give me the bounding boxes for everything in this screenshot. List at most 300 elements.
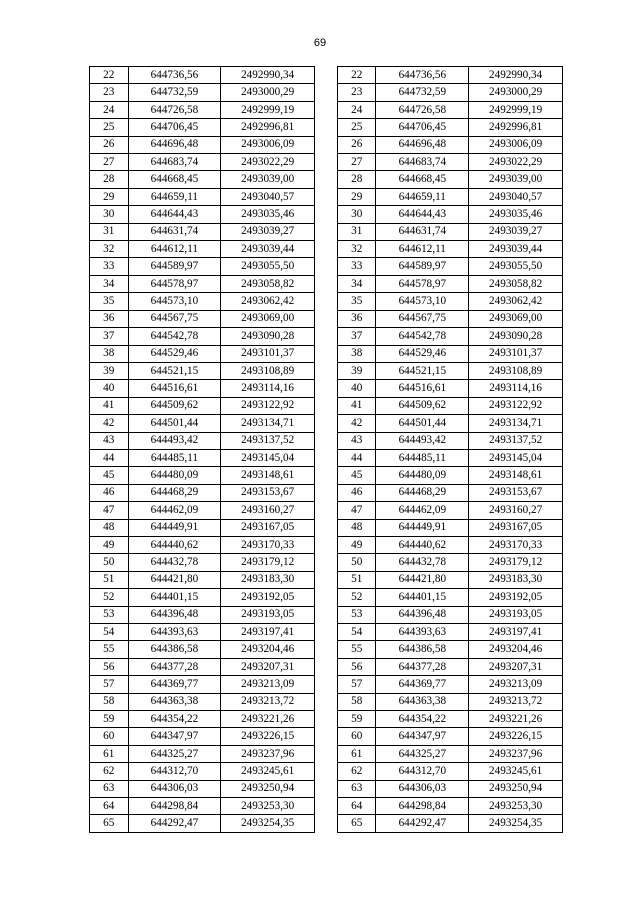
right-y-coordinate-cell: 2493192,05 xyxy=(469,589,563,606)
right-x-coordinate-cell: 644631,74 xyxy=(376,223,469,240)
column-gap xyxy=(315,815,338,832)
right-x-coordinate-cell: 644354,22 xyxy=(376,711,469,728)
left-point-number-cell: 27 xyxy=(90,154,129,171)
right-x-coordinate-cell: 644542,78 xyxy=(376,328,469,345)
right-x-coordinate-cell: 644298,84 xyxy=(376,798,469,815)
left-x-coordinate-cell: 644480,09 xyxy=(128,467,221,484)
right-y-coordinate-cell: 2493039,27 xyxy=(469,223,563,240)
right-point-number-cell: 39 xyxy=(337,362,376,379)
right-y-coordinate-cell: 2493039,00 xyxy=(469,171,563,188)
table-row xyxy=(90,328,563,345)
coordinates-table xyxy=(89,66,563,833)
table-row xyxy=(90,484,563,501)
right-point-number-cell: 23 xyxy=(337,84,376,101)
column-gap xyxy=(315,624,338,641)
column-gap xyxy=(315,676,338,693)
column-gap xyxy=(315,763,338,780)
column-gap xyxy=(315,328,338,345)
left-x-coordinate-cell: 644393,63 xyxy=(128,624,221,641)
left-point-number-cell: 46 xyxy=(90,484,129,501)
left-x-coordinate-cell: 644462,09 xyxy=(128,502,221,519)
right-x-coordinate-cell: 644377,28 xyxy=(376,658,469,675)
right-y-coordinate-cell: 2493197,41 xyxy=(469,624,563,641)
right-point-number-cell: 30 xyxy=(337,206,376,223)
column-gap xyxy=(315,241,338,258)
right-point-number-cell: 45 xyxy=(337,467,376,484)
table-row xyxy=(90,293,563,310)
left-y-coordinate-cell: 2493137,52 xyxy=(221,432,315,449)
right-y-coordinate-cell: 2493221,26 xyxy=(469,711,563,728)
right-point-number-cell: 65 xyxy=(337,815,376,832)
right-x-coordinate-cell: 644432,78 xyxy=(376,554,469,571)
right-point-number-cell: 35 xyxy=(337,293,376,310)
left-y-coordinate-cell: 2493108,89 xyxy=(221,362,315,379)
table-row xyxy=(90,119,563,136)
column-gap xyxy=(315,693,338,710)
right-x-coordinate-cell: 644521,15 xyxy=(376,362,469,379)
left-y-coordinate-cell: 2493122,92 xyxy=(221,397,315,414)
column-gap xyxy=(315,223,338,240)
right-y-coordinate-cell: 2493237,96 xyxy=(469,745,563,762)
table-row xyxy=(90,415,563,432)
right-y-coordinate-cell: 2493148,61 xyxy=(469,467,563,484)
column-gap xyxy=(315,484,338,501)
right-point-number-cell: 53 xyxy=(337,606,376,623)
left-x-coordinate-cell: 644612,11 xyxy=(128,241,221,258)
right-point-number-cell: 55 xyxy=(337,641,376,658)
column-gap xyxy=(315,571,338,588)
left-x-coordinate-cell: 644659,11 xyxy=(128,188,221,205)
page-number: 69 xyxy=(313,37,327,49)
column-gap xyxy=(315,154,338,171)
right-y-coordinate-cell: 2493035,46 xyxy=(469,206,563,223)
left-x-coordinate-cell: 644325,27 xyxy=(128,745,221,762)
left-y-coordinate-cell: 2493253,30 xyxy=(221,798,315,815)
left-x-coordinate-cell: 644363,38 xyxy=(128,693,221,710)
right-y-coordinate-cell: 2493145,04 xyxy=(469,449,563,466)
left-x-coordinate-cell: 644706,45 xyxy=(128,119,221,136)
table-row xyxy=(90,241,563,258)
table-row xyxy=(90,798,563,815)
left-y-coordinate-cell: 2493022,29 xyxy=(221,154,315,171)
left-point-number-cell: 34 xyxy=(90,275,129,292)
right-point-number-cell: 27 xyxy=(337,154,376,171)
right-point-number-cell: 61 xyxy=(337,745,376,762)
right-x-coordinate-cell: 644644,43 xyxy=(376,206,469,223)
left-x-coordinate-cell: 644578,97 xyxy=(128,275,221,292)
left-y-coordinate-cell: 2493204,46 xyxy=(221,641,315,658)
table-row xyxy=(90,397,563,414)
column-gap xyxy=(315,519,338,536)
left-y-coordinate-cell: 2493006,09 xyxy=(221,136,315,153)
right-y-coordinate-cell: 2493193,05 xyxy=(469,606,563,623)
table-row xyxy=(90,275,563,292)
table-row xyxy=(90,815,563,832)
left-point-number-cell: 52 xyxy=(90,589,129,606)
left-y-coordinate-cell: 2493250,94 xyxy=(221,780,315,797)
right-y-coordinate-cell: 2492996,81 xyxy=(469,119,563,136)
right-y-coordinate-cell: 2493250,94 xyxy=(469,780,563,797)
column-gap xyxy=(315,188,338,205)
left-point-number-cell: 36 xyxy=(90,310,129,327)
right-y-coordinate-cell: 2493167,05 xyxy=(469,519,563,536)
table-row xyxy=(90,206,563,223)
left-x-coordinate-cell: 644668,45 xyxy=(128,171,221,188)
right-x-coordinate-cell: 644696,48 xyxy=(376,136,469,153)
left-point-number-cell: 41 xyxy=(90,397,129,414)
right-y-coordinate-cell: 2493006,09 xyxy=(469,136,563,153)
table-row xyxy=(90,536,563,553)
left-x-coordinate-cell: 644386,58 xyxy=(128,641,221,658)
left-point-number-cell: 60 xyxy=(90,728,129,745)
right-y-coordinate-cell: 2493254,35 xyxy=(469,815,563,832)
table-row xyxy=(90,519,563,536)
right-point-number-cell: 58 xyxy=(337,693,376,710)
left-point-number-cell: 65 xyxy=(90,815,129,832)
column-gap xyxy=(315,589,338,606)
left-x-coordinate-cell: 644421,80 xyxy=(128,571,221,588)
left-point-number-cell: 61 xyxy=(90,745,129,762)
left-point-number-cell: 42 xyxy=(90,415,129,432)
left-x-coordinate-cell: 644449,91 xyxy=(128,519,221,536)
left-point-number-cell: 39 xyxy=(90,362,129,379)
left-x-coordinate-cell: 644736,56 xyxy=(128,67,221,84)
right-x-coordinate-cell: 644401,15 xyxy=(376,589,469,606)
table-row xyxy=(90,641,563,658)
right-y-coordinate-cell: 2492999,19 xyxy=(469,101,563,118)
right-y-coordinate-cell: 2493069,00 xyxy=(469,310,563,327)
right-x-coordinate-cell: 644493,42 xyxy=(376,432,469,449)
left-y-coordinate-cell: 2493207,31 xyxy=(221,658,315,675)
right-x-coordinate-cell: 644683,74 xyxy=(376,154,469,171)
column-gap xyxy=(315,658,338,675)
column-gap xyxy=(315,780,338,797)
left-y-coordinate-cell: 2493040,57 xyxy=(221,188,315,205)
column-gap xyxy=(315,502,338,519)
left-x-coordinate-cell: 644493,42 xyxy=(128,432,221,449)
table-row xyxy=(90,101,563,118)
right-x-coordinate-cell: 644440,62 xyxy=(376,536,469,553)
table-row xyxy=(90,432,563,449)
left-y-coordinate-cell: 2493197,41 xyxy=(221,624,315,641)
right-y-coordinate-cell: 2493204,46 xyxy=(469,641,563,658)
left-x-coordinate-cell: 644440,62 xyxy=(128,536,221,553)
right-point-number-cell: 28 xyxy=(337,171,376,188)
left-point-number-cell: 55 xyxy=(90,641,129,658)
left-x-coordinate-cell: 644432,78 xyxy=(128,554,221,571)
left-x-coordinate-cell: 644354,22 xyxy=(128,711,221,728)
right-point-number-cell: 50 xyxy=(337,554,376,571)
right-point-number-cell: 47 xyxy=(337,502,376,519)
left-point-number-cell: 43 xyxy=(90,432,129,449)
right-y-coordinate-cell: 2493170,33 xyxy=(469,536,563,553)
table-row xyxy=(90,258,563,275)
right-x-coordinate-cell: 644501,44 xyxy=(376,415,469,432)
right-x-coordinate-cell: 644312,70 xyxy=(376,763,469,780)
right-point-number-cell: 54 xyxy=(337,624,376,641)
right-point-number-cell: 36 xyxy=(337,310,376,327)
left-y-coordinate-cell: 2493213,72 xyxy=(221,693,315,710)
right-y-coordinate-cell: 2493101,37 xyxy=(469,345,563,362)
left-point-number-cell: 44 xyxy=(90,449,129,466)
table-row xyxy=(90,711,563,728)
column-gap xyxy=(315,258,338,275)
table-row xyxy=(90,763,563,780)
left-y-coordinate-cell: 2492996,81 xyxy=(221,119,315,136)
column-gap xyxy=(315,467,338,484)
table-row xyxy=(90,658,563,675)
right-x-coordinate-cell: 644325,27 xyxy=(376,745,469,762)
right-y-coordinate-cell: 2493062,42 xyxy=(469,293,563,310)
column-gap xyxy=(315,310,338,327)
table-row xyxy=(90,362,563,379)
right-x-coordinate-cell: 644393,63 xyxy=(376,624,469,641)
table-row xyxy=(90,606,563,623)
column-gap xyxy=(315,728,338,745)
right-x-coordinate-cell: 644736,56 xyxy=(376,67,469,84)
right-y-coordinate-cell: 2493039,44 xyxy=(469,241,563,258)
right-point-number-cell: 64 xyxy=(337,798,376,815)
left-x-coordinate-cell: 644312,70 xyxy=(128,763,221,780)
left-point-number-cell: 26 xyxy=(90,136,129,153)
left-x-coordinate-cell: 644567,75 xyxy=(128,310,221,327)
right-x-coordinate-cell: 644659,11 xyxy=(376,188,469,205)
column-gap xyxy=(315,397,338,414)
right-point-number-cell: 44 xyxy=(337,449,376,466)
left-y-coordinate-cell: 2493254,35 xyxy=(221,815,315,832)
left-point-number-cell: 45 xyxy=(90,467,129,484)
right-x-coordinate-cell: 644706,45 xyxy=(376,119,469,136)
right-x-coordinate-cell: 644668,45 xyxy=(376,171,469,188)
table-row xyxy=(90,449,563,466)
right-point-number-cell: 59 xyxy=(337,711,376,728)
table-row xyxy=(90,380,563,397)
right-point-number-cell: 41 xyxy=(337,397,376,414)
column-gap xyxy=(315,345,338,362)
left-y-coordinate-cell: 2493101,37 xyxy=(221,345,315,362)
right-point-number-cell: 31 xyxy=(337,223,376,240)
right-x-coordinate-cell: 644347,97 xyxy=(376,728,469,745)
left-y-coordinate-cell: 2493183,30 xyxy=(221,571,315,588)
right-point-number-cell: 62 xyxy=(337,763,376,780)
right-x-coordinate-cell: 644578,97 xyxy=(376,275,469,292)
right-x-coordinate-cell: 644567,75 xyxy=(376,310,469,327)
right-point-number-cell: 60 xyxy=(337,728,376,745)
left-y-coordinate-cell: 2493069,00 xyxy=(221,310,315,327)
right-x-coordinate-cell: 644485,11 xyxy=(376,449,469,466)
left-x-coordinate-cell: 644485,11 xyxy=(128,449,221,466)
left-point-number-cell: 56 xyxy=(90,658,129,675)
left-point-number-cell: 29 xyxy=(90,188,129,205)
coordinates-table-body xyxy=(90,67,563,833)
right-y-coordinate-cell: 2493090,28 xyxy=(469,328,563,345)
left-x-coordinate-cell: 644683,74 xyxy=(128,154,221,171)
right-y-coordinate-cell: 2493183,30 xyxy=(469,571,563,588)
right-y-coordinate-cell: 2493022,29 xyxy=(469,154,563,171)
right-y-coordinate-cell: 2493160,27 xyxy=(469,502,563,519)
left-x-coordinate-cell: 644696,48 xyxy=(128,136,221,153)
left-y-coordinate-cell: 2493221,26 xyxy=(221,711,315,728)
right-point-number-cell: 40 xyxy=(337,380,376,397)
table-row xyxy=(90,84,563,101)
left-y-coordinate-cell: 2493058,82 xyxy=(221,275,315,292)
left-y-coordinate-cell: 2493114,16 xyxy=(221,380,315,397)
left-point-number-cell: 24 xyxy=(90,101,129,118)
left-x-coordinate-cell: 644589,97 xyxy=(128,258,221,275)
left-point-number-cell: 47 xyxy=(90,502,129,519)
column-gap xyxy=(315,641,338,658)
table-row xyxy=(90,502,563,519)
left-x-coordinate-cell: 644726,58 xyxy=(128,101,221,118)
right-point-number-cell: 51 xyxy=(337,571,376,588)
right-x-coordinate-cell: 644612,11 xyxy=(376,241,469,258)
left-y-coordinate-cell: 2493000,29 xyxy=(221,84,315,101)
right-x-coordinate-cell: 644468,29 xyxy=(376,484,469,501)
left-x-coordinate-cell: 644516,61 xyxy=(128,380,221,397)
column-gap xyxy=(315,275,338,292)
left-y-coordinate-cell: 2493062,42 xyxy=(221,293,315,310)
left-point-number-cell: 38 xyxy=(90,345,129,362)
right-x-coordinate-cell: 644292,47 xyxy=(376,815,469,832)
right-point-number-cell: 63 xyxy=(337,780,376,797)
table-row xyxy=(90,728,563,745)
table-row xyxy=(90,571,563,588)
right-x-coordinate-cell: 644726,58 xyxy=(376,101,469,118)
left-y-coordinate-cell: 2493039,00 xyxy=(221,171,315,188)
left-point-number-cell: 28 xyxy=(90,171,129,188)
left-x-coordinate-cell: 644377,28 xyxy=(128,658,221,675)
right-y-coordinate-cell: 2493153,67 xyxy=(469,484,563,501)
left-point-number-cell: 32 xyxy=(90,241,129,258)
right-y-coordinate-cell: 2493058,82 xyxy=(469,275,563,292)
right-point-number-cell: 38 xyxy=(337,345,376,362)
column-gap xyxy=(315,67,338,84)
right-point-number-cell: 33 xyxy=(337,258,376,275)
column-gap xyxy=(315,293,338,310)
right-x-coordinate-cell: 644363,38 xyxy=(376,693,469,710)
right-point-number-cell: 24 xyxy=(337,101,376,118)
left-point-number-cell: 64 xyxy=(90,798,129,815)
right-x-coordinate-cell: 644449,91 xyxy=(376,519,469,536)
right-y-coordinate-cell: 2493055,50 xyxy=(469,258,563,275)
right-point-number-cell: 34 xyxy=(337,275,376,292)
column-gap xyxy=(315,380,338,397)
right-x-coordinate-cell: 644369,77 xyxy=(376,676,469,693)
right-y-coordinate-cell: 2493226,15 xyxy=(469,728,563,745)
column-gap xyxy=(315,798,338,815)
right-y-coordinate-cell: 2493040,57 xyxy=(469,188,563,205)
left-x-coordinate-cell: 644542,78 xyxy=(128,328,221,345)
column-gap xyxy=(315,362,338,379)
left-point-number-cell: 30 xyxy=(90,206,129,223)
right-point-number-cell: 26 xyxy=(337,136,376,153)
right-x-coordinate-cell: 644516,61 xyxy=(376,380,469,397)
left-point-number-cell: 54 xyxy=(90,624,129,641)
left-y-coordinate-cell: 2493167,05 xyxy=(221,519,315,536)
right-x-coordinate-cell: 644589,97 xyxy=(376,258,469,275)
left-x-coordinate-cell: 644306,03 xyxy=(128,780,221,797)
table-row xyxy=(90,136,563,153)
right-x-coordinate-cell: 644732,59 xyxy=(376,84,469,101)
left-y-coordinate-cell: 2493153,67 xyxy=(221,484,315,501)
left-y-coordinate-cell: 2493179,12 xyxy=(221,554,315,571)
table-row xyxy=(90,67,563,84)
right-y-coordinate-cell: 2492990,34 xyxy=(469,67,563,84)
left-point-number-cell: 59 xyxy=(90,711,129,728)
table-row xyxy=(90,676,563,693)
left-x-coordinate-cell: 644509,62 xyxy=(128,397,221,414)
left-x-coordinate-cell: 644573,10 xyxy=(128,293,221,310)
left-point-number-cell: 48 xyxy=(90,519,129,536)
right-point-number-cell: 22 xyxy=(337,67,376,84)
left-point-number-cell: 31 xyxy=(90,223,129,240)
table-row xyxy=(90,310,563,327)
right-point-number-cell: 25 xyxy=(337,119,376,136)
left-point-number-cell: 40 xyxy=(90,380,129,397)
right-x-coordinate-cell: 644462,09 xyxy=(376,502,469,519)
left-x-coordinate-cell: 644369,77 xyxy=(128,676,221,693)
left-y-coordinate-cell: 2493245,61 xyxy=(221,763,315,780)
left-x-coordinate-cell: 644396,48 xyxy=(128,606,221,623)
left-x-coordinate-cell: 644468,29 xyxy=(128,484,221,501)
left-y-coordinate-cell: 2493170,33 xyxy=(221,536,315,553)
right-y-coordinate-cell: 2493114,16 xyxy=(469,380,563,397)
left-y-coordinate-cell: 2493090,28 xyxy=(221,328,315,345)
column-gap xyxy=(315,84,338,101)
right-y-coordinate-cell: 2493207,31 xyxy=(469,658,563,675)
left-point-number-cell: 58 xyxy=(90,693,129,710)
left-x-coordinate-cell: 644631,74 xyxy=(128,223,221,240)
right-x-coordinate-cell: 644509,62 xyxy=(376,397,469,414)
column-gap xyxy=(315,415,338,432)
right-point-number-cell: 37 xyxy=(337,328,376,345)
table-row xyxy=(90,745,563,762)
left-point-number-cell: 51 xyxy=(90,571,129,588)
right-point-number-cell: 56 xyxy=(337,658,376,675)
left-point-number-cell: 49 xyxy=(90,536,129,553)
table-row xyxy=(90,154,563,171)
left-x-coordinate-cell: 644732,59 xyxy=(128,84,221,101)
column-gap xyxy=(315,554,338,571)
right-y-coordinate-cell: 2493000,29 xyxy=(469,84,563,101)
column-gap xyxy=(315,449,338,466)
column-gap xyxy=(315,206,338,223)
left-x-coordinate-cell: 644501,44 xyxy=(128,415,221,432)
right-point-number-cell: 43 xyxy=(337,432,376,449)
column-gap xyxy=(315,101,338,118)
left-y-coordinate-cell: 2493192,05 xyxy=(221,589,315,606)
right-x-coordinate-cell: 644396,48 xyxy=(376,606,469,623)
table-row xyxy=(90,188,563,205)
table-row xyxy=(90,693,563,710)
column-gap xyxy=(315,171,338,188)
right-x-coordinate-cell: 644480,09 xyxy=(376,467,469,484)
left-y-coordinate-cell: 2493035,46 xyxy=(221,206,315,223)
table-row xyxy=(90,345,563,362)
right-x-coordinate-cell: 644529,46 xyxy=(376,345,469,362)
right-y-coordinate-cell: 2493245,61 xyxy=(469,763,563,780)
left-x-coordinate-cell: 644298,84 xyxy=(128,798,221,815)
table-row xyxy=(90,171,563,188)
left-point-number-cell: 35 xyxy=(90,293,129,310)
table-row xyxy=(90,554,563,571)
left-x-coordinate-cell: 644644,43 xyxy=(128,206,221,223)
table-row xyxy=(90,467,563,484)
right-y-coordinate-cell: 2493213,72 xyxy=(469,693,563,710)
left-point-number-cell: 62 xyxy=(90,763,129,780)
left-y-coordinate-cell: 2493193,05 xyxy=(221,606,315,623)
right-point-number-cell: 57 xyxy=(337,676,376,693)
